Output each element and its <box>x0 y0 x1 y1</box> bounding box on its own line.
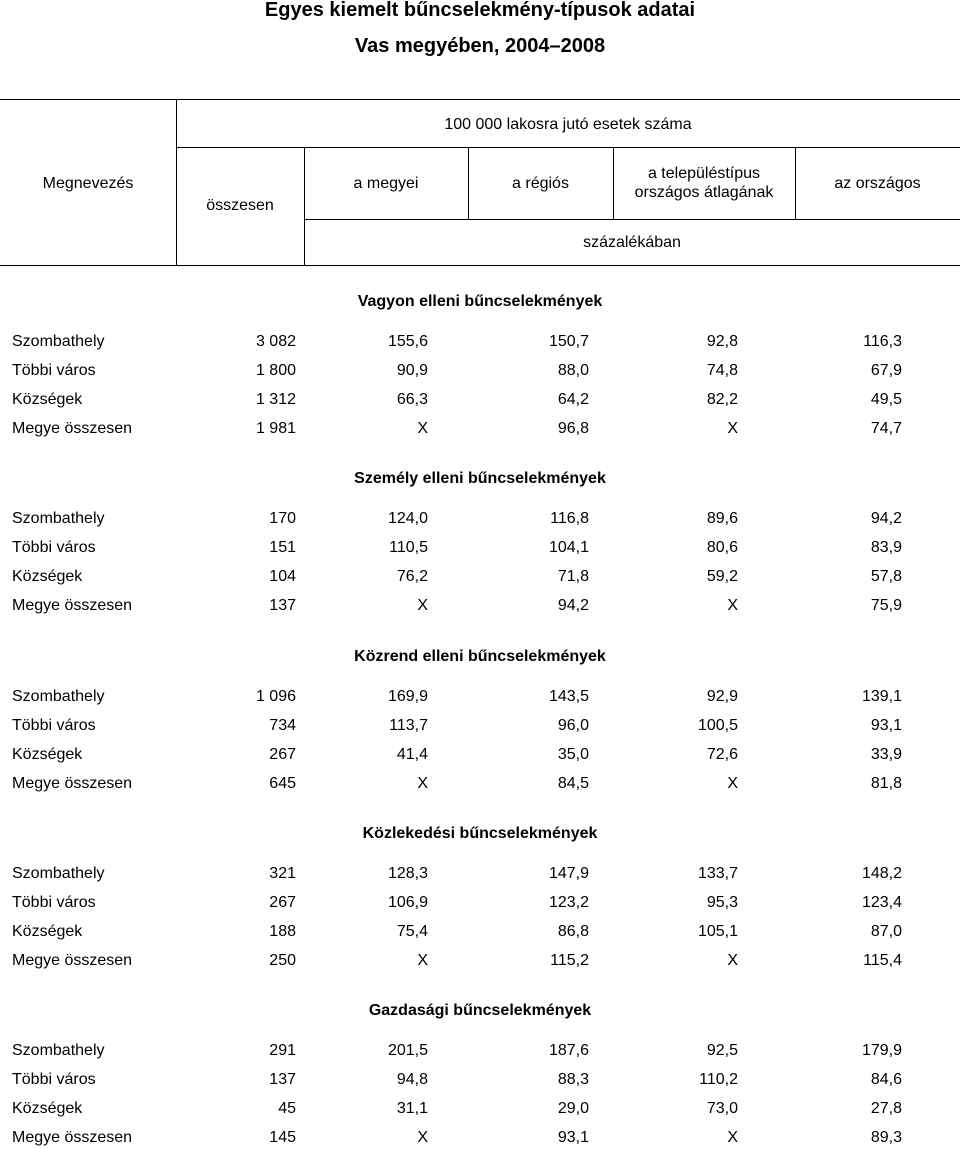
table-row <box>0 717 960 737</box>
cell-value: 151 <box>269 539 296 556</box>
cell-value: 83,9 <box>870 539 902 556</box>
table-row <box>0 894 960 914</box>
row-label: Többi város <box>12 717 96 734</box>
header-col-total: összesen <box>206 197 274 214</box>
cell-value: 75,9 <box>870 597 902 614</box>
cell-value: 321 <box>269 865 296 882</box>
cell-value: 74,7 <box>870 420 902 437</box>
cell-value: 96,8 <box>557 420 589 437</box>
cell-value: 57,8 <box>870 568 902 585</box>
row-label: Többi város <box>12 539 96 556</box>
cell-value: X <box>727 420 738 437</box>
cell-value: 92,9 <box>706 688 738 705</box>
cell-value: 64,2 <box>557 391 589 408</box>
header-top-rule <box>0 99 960 100</box>
row-label: Községek <box>12 568 83 585</box>
cell-value: 49,5 <box>870 391 902 408</box>
cell-value: 27,8 <box>870 1100 902 1117</box>
cell-value: X <box>727 952 738 969</box>
cell-value: 115,4 <box>863 952 902 969</box>
cell-value: 33,9 <box>870 746 902 763</box>
header-col-region: a régiós <box>512 175 569 192</box>
cell-value: 92,5 <box>706 1042 738 1059</box>
cell-value: 250 <box>269 952 296 969</box>
cell-value: 267 <box>269 746 296 763</box>
cell-value: 89,6 <box>706 510 738 527</box>
cell-value: 81,8 <box>870 775 902 792</box>
table-row <box>0 746 960 766</box>
header-group-label: 100 000 lakosra jutó esetek száma <box>444 116 692 133</box>
table-row <box>0 539 960 559</box>
cell-value: 113,7 <box>389 717 428 734</box>
cell-value: 94,2 <box>870 510 902 527</box>
cell-value: 188 <box>269 923 296 940</box>
cell-value: 3 082 <box>255 333 296 350</box>
cell-value: 145 <box>269 1129 296 1146</box>
header-group-rule <box>176 147 960 148</box>
cell-value: X <box>417 597 428 614</box>
table-row <box>0 1071 960 1091</box>
header-col-national: az országos <box>834 175 921 192</box>
row-label: Községek <box>12 923 83 940</box>
cell-value: 645 <box>269 775 296 792</box>
cell-value: 137 <box>269 597 296 614</box>
cell-value: 1 312 <box>255 391 296 408</box>
table-row <box>0 420 960 440</box>
cell-value: 291 <box>269 1042 296 1059</box>
cell-value: 110,2 <box>699 1071 738 1088</box>
header-col-county: a megyei <box>353 175 419 192</box>
cell-value: X <box>417 1129 428 1146</box>
cell-value: 133,7 <box>697 865 738 882</box>
cell-value: 267 <box>269 894 296 911</box>
cell-value: X <box>417 952 428 969</box>
table-row <box>0 391 960 411</box>
cell-value: X <box>417 420 428 437</box>
row-label: Megye összesen <box>12 775 133 792</box>
cell-value: 116,8 <box>550 510 589 527</box>
table-row <box>0 865 960 885</box>
cell-value: 128,3 <box>387 865 428 882</box>
row-label: Többi város <box>12 362 96 379</box>
cell-value: 74,8 <box>706 362 738 379</box>
cell-value: 66,3 <box>396 391 428 408</box>
table-row <box>0 688 960 708</box>
cell-value: 72,6 <box>706 746 738 763</box>
section-title: Vagyon elleni bűncselekmények <box>357 293 603 310</box>
cell-value: 123,4 <box>861 894 902 911</box>
cell-value: 84,6 <box>870 1071 902 1088</box>
cell-value: 92,8 <box>706 333 738 350</box>
row-label: Szombathely <box>12 1042 105 1059</box>
cell-value: 41,4 <box>396 746 428 763</box>
cell-value: 148,2 <box>861 865 902 882</box>
header-col-settlement-line2: országos átlagának <box>634 184 774 201</box>
cell-value: X <box>417 775 428 792</box>
cell-value: 71,8 <box>557 568 589 585</box>
header-col-settlement <box>613 164 795 202</box>
cell-value: 73,0 <box>706 1100 738 1117</box>
cell-value: 94,8 <box>396 1071 428 1088</box>
row-label: Megye összesen <box>12 597 133 614</box>
cell-value: 31,1 <box>396 1100 428 1117</box>
cell-value: 170 <box>269 510 296 527</box>
table-row <box>0 597 960 617</box>
cell-value: X <box>727 775 738 792</box>
table-row <box>0 1100 960 1120</box>
cell-value: 147,9 <box>548 865 589 882</box>
cell-value: 169,9 <box>387 688 428 705</box>
row-label: Többi város <box>12 894 96 911</box>
section-title: Személy elleni bűncselekmények <box>354 470 606 487</box>
cell-value: 139,1 <box>861 688 902 705</box>
row-label: Többi város <box>12 1071 96 1088</box>
cell-value: 96,0 <box>557 717 589 734</box>
page-subtitle: Vas megyében, 2004–2008 <box>354 35 606 57</box>
table-row <box>0 923 960 943</box>
row-label: Községek <box>12 1100 83 1117</box>
cell-value: 106,9 <box>387 894 428 911</box>
row-label: Szombathely <box>12 865 105 882</box>
cell-value: 76,2 <box>396 568 428 585</box>
table-row <box>0 952 960 972</box>
table-row <box>0 775 960 795</box>
cell-value: 88,0 <box>557 362 589 379</box>
header-bottom-rule <box>0 265 960 266</box>
cell-value: 179,9 <box>861 1042 902 1059</box>
cell-value: 143,5 <box>548 688 589 705</box>
cell-value: 116,3 <box>863 333 902 350</box>
cell-value: 59,2 <box>706 568 738 585</box>
table-row <box>0 568 960 588</box>
cell-value: 89,3 <box>870 1129 902 1146</box>
section-title: Közlekedési bűncselekmények <box>362 825 598 842</box>
cell-value: 84,5 <box>557 775 589 792</box>
cell-value: 80,6 <box>706 539 738 556</box>
cell-value: 94,2 <box>557 597 589 614</box>
row-label: Szombathely <box>12 333 105 350</box>
cell-value: X <box>727 597 738 614</box>
table-row <box>0 1042 960 1062</box>
cell-value: 67,9 <box>870 362 902 379</box>
row-label: Szombathely <box>12 688 105 705</box>
cell-value: X <box>727 1129 738 1146</box>
header-percent-label: százalékában <box>583 234 681 251</box>
cell-value: 104,1 <box>548 539 589 556</box>
cell-value: 95,3 <box>706 894 738 911</box>
section-title: Gazdasági bűncselekmények <box>368 1002 592 1019</box>
row-label: Községek <box>12 391 83 408</box>
cell-value: 82,2 <box>706 391 738 408</box>
cell-value: 150,7 <box>548 333 589 350</box>
cell-value: 201,5 <box>387 1042 428 1059</box>
header-col-name: Megnevezés <box>42 175 134 192</box>
cell-value: 187,6 <box>548 1042 589 1059</box>
cell-value: 123,2 <box>548 894 589 911</box>
cell-value: 45 <box>278 1100 296 1117</box>
cell-value: 75,4 <box>396 923 428 940</box>
cell-value: 100,5 <box>697 717 738 734</box>
table-row <box>0 1129 960 1149</box>
table-row <box>0 510 960 530</box>
cell-value: 155,6 <box>387 333 428 350</box>
table-row <box>0 333 960 353</box>
cell-value: 86,8 <box>557 923 589 940</box>
row-label: Megye összesen <box>12 1129 133 1146</box>
cell-value: 734 <box>269 717 296 734</box>
cell-value: 115,2 <box>550 952 589 969</box>
cell-value: 93,1 <box>870 717 902 734</box>
row-label: Szombathely <box>12 510 105 527</box>
cell-value: 104 <box>269 568 296 585</box>
cell-value: 137 <box>269 1071 296 1088</box>
page-title: Egyes kiemelt bűncselekmény-típusok adatai <box>264 0 696 21</box>
cell-value: 35,0 <box>557 746 589 763</box>
header-col-settlement-line1: a településtípus <box>647 165 761 182</box>
section-title: Közrend elleni bűncselekmények <box>354 648 606 665</box>
cell-value: 1 800 <box>255 362 296 379</box>
table-row <box>0 362 960 382</box>
cell-value: 29,0 <box>557 1100 589 1117</box>
header-percent-rule <box>304 219 960 220</box>
cell-value: 1 981 <box>255 420 296 437</box>
cell-value: 1 096 <box>255 688 296 705</box>
cell-value: 110,5 <box>389 539 428 556</box>
cell-value: 90,9 <box>396 362 428 379</box>
row-label: Megye összesen <box>12 420 133 437</box>
cell-value: 105,1 <box>697 923 738 940</box>
cell-value: 88,3 <box>557 1071 589 1088</box>
cell-value: 87,0 <box>870 923 902 940</box>
row-label: Megye összesen <box>12 952 133 969</box>
cell-value: 124,0 <box>387 510 428 527</box>
cell-value: 93,1 <box>557 1129 589 1146</box>
row-label: Községek <box>12 746 83 763</box>
